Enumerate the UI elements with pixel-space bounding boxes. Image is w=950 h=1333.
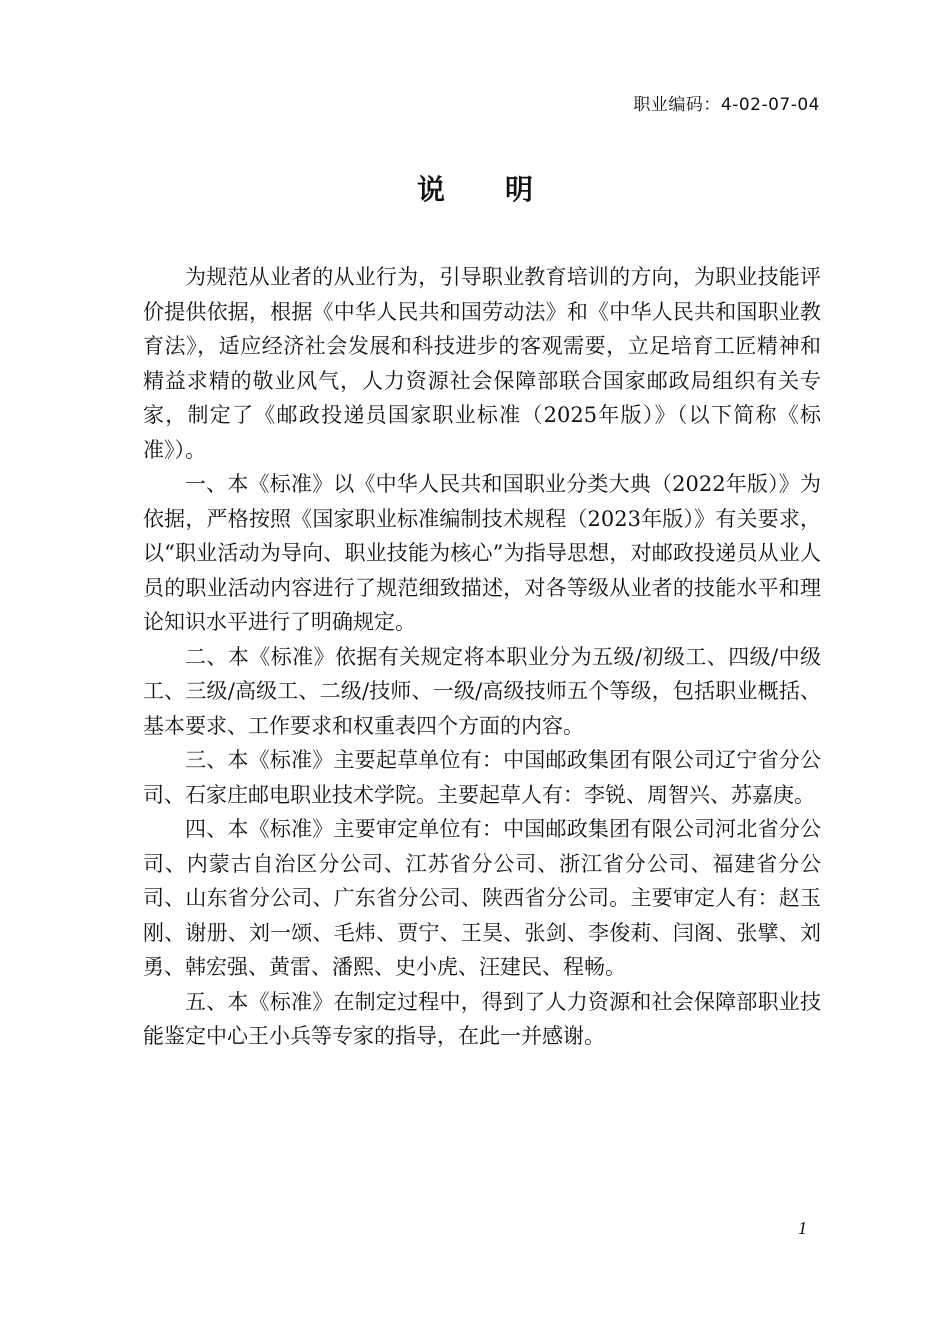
occupation-code: 职业编码：4-02-07-04 xyxy=(633,95,820,115)
paragraph-2: 二、本《标准》依据有关规定将本职业分为五级/初级工、四级/中级工、三级/高级工、二级/技师、一级/高级技师五个等级，包括职业概括、基本要求、工作要求和权重表四个方面的内容。 xyxy=(143,644,821,738)
page-number: 1 xyxy=(798,1218,807,1238)
page-title: 说明 xyxy=(416,173,593,206)
paragraph-3: 三、本《标准》主要起草单位有：中国邮政集团有限公司辽宁省分公司、石家庄邮电职业技术学院。主要起草人有：李锐、周智兴、苏嘉庚。 xyxy=(143,748,821,807)
intro-paragraph: 为规范从业者的从业行为，引导职业教育培训的方向，为职业技能评价提供依据，根据《中华人民共和国劳动法》和《中华人民共和国职业教育法》，适应经济社会发展和科技进步的客观需要，立足培育工匠精神和精益求精的敬业风气，人力资源社会保障部联合国家邮政局组织有关专家，制定了《邮政投递员国家职业标准（2025年版）》（以下简称《标准》）。 xyxy=(143,265,821,462)
paragraph-4: 四、本《标准》主要审定单位有：中国邮政集团有限公司河北省分公司、内蒙古自治区分公司、江苏省分公司、浙江省分公司、福建省分公司、山东省分公司、广东省分公司、陕西省分公司。主要审定人有：赵玉刚、谢册、刘一颂、毛炜、贾宁、王昊、张剑、李俊莉、闫阁、张擘、刘勇、韩宏强、黄雷、潘熙、史小虎、汪建民、程畅。 xyxy=(143,817,821,979)
paragraph-1: 一、本《标准》以《中华人民共和国职业分类大典（2022年版）》为依据，严格按照《国家职业标准编制技术规程（2023年版）》有关要求，以“职业活动为导向、职业技能为核心”为指导思想，对邮政投递员从业人员的职业活动内容进行了规范细致描述，对各等级从业者的技能水平和理论知识水平进行了明确规定。 xyxy=(143,472,821,634)
paragraph-5: 五、本《标准》在制定过程中，得到了人力资源和社会保障部职业技能鉴定中心王小兵等专家的指导，在此一并感谢。 xyxy=(143,989,821,1048)
document-body xyxy=(143,260,821,1054)
